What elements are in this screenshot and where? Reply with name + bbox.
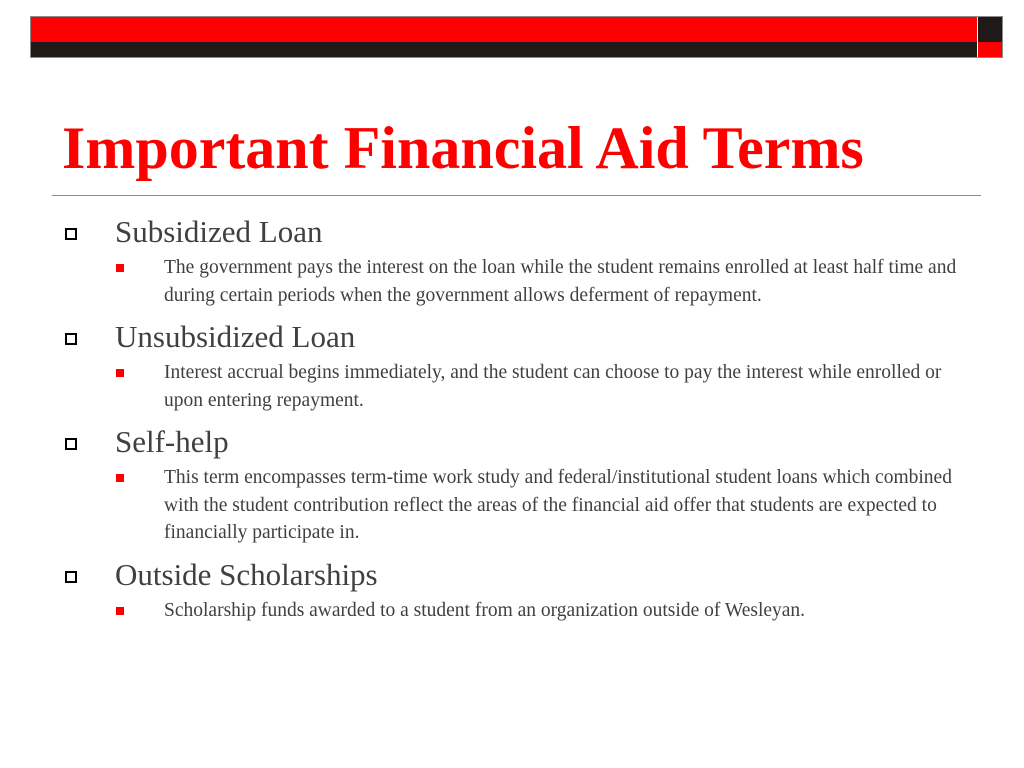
term-row (60, 422, 970, 462)
hollow-square-icon (65, 333, 77, 345)
red-square-bullet-icon (116, 607, 124, 615)
terms-list (60, 212, 970, 632)
term-definition: This term encompasses term-time work study and federal/institutional student loans which combined with the student contribution reflect the areas of the financial aid offer that students are expected to financially participate in. (164, 467, 952, 543)
slide-title: Important Financial Aid Terms (62, 115, 864, 181)
red-square-bullet-icon (116, 474, 124, 482)
term-definition: Scholarship funds awarded to a student from an organization outside of Wesleyan. (164, 599, 806, 621)
red-square-bullet-icon (116, 264, 124, 272)
red-square-bullet-icon (116, 369, 124, 377)
term-row (60, 555, 970, 595)
definition-row (60, 597, 970, 625)
header-bar-black (30, 42, 977, 58)
hollow-square-icon (65, 438, 77, 450)
term-heading: Unsubsidized Loan (115, 319, 356, 354)
term-item (60, 212, 970, 309)
definition-row (60, 254, 970, 309)
term-heading: Self-help (115, 424, 229, 459)
term-heading: Outside Scholarships (115, 556, 378, 592)
term-item (60, 317, 970, 414)
definition-row (60, 464, 970, 547)
title-divider (52, 195, 981, 196)
term-item (60, 422, 970, 547)
term-row (60, 212, 970, 252)
header-corner-red (978, 42, 1003, 58)
header-bar-red (30, 16, 977, 42)
definition-row (60, 359, 970, 414)
hollow-square-icon (65, 228, 77, 240)
hollow-square-icon (65, 571, 77, 583)
term-row (60, 317, 970, 357)
term-definition: The government pays the interest on the loan while the student remains enrolled at least half time and during certain periods when the government allows deferment of repayment. (164, 257, 957, 306)
term-heading: Subsidized Loan (115, 214, 323, 249)
header-corner-black (978, 16, 1003, 42)
term-definition: Interest accrual begins immediately, and the student can choose to pay the interest while enrolled or upon entering repayment. (164, 362, 942, 411)
term-item (60, 555, 970, 625)
